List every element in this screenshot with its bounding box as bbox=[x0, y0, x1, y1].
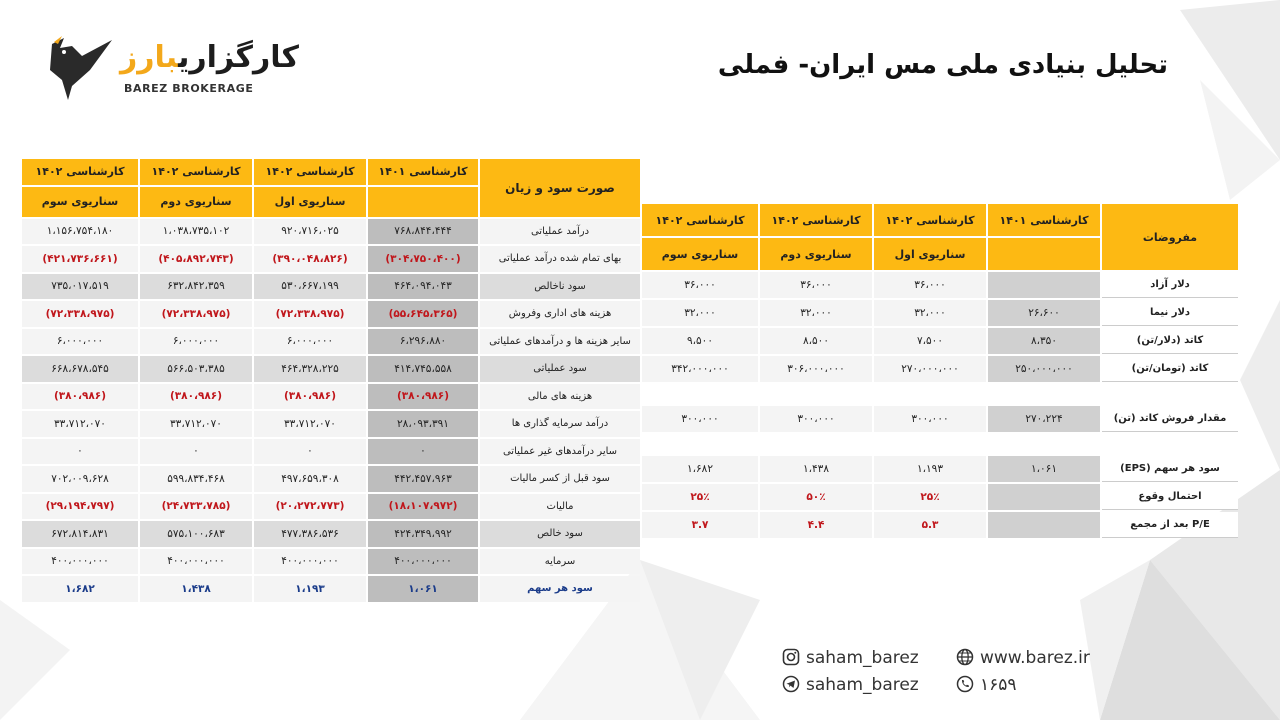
telegram-handle[interactable] bbox=[782, 675, 919, 695]
cell-value: ۱،۴۳۸ bbox=[140, 576, 252, 602]
brand-name bbox=[120, 40, 299, 75]
subheader-1401 bbox=[988, 238, 1100, 270]
row-label: درآمد عملیاتی bbox=[480, 219, 640, 245]
header-1402-s2: کارشناسی ۱۴۰۲ bbox=[140, 159, 252, 185]
cell-value: (۵۵،۶۴۵،۳۶۵) bbox=[368, 301, 478, 327]
cell-value: ۳۰۰،۰۰۰ bbox=[642, 406, 758, 432]
cell-value: ۶،۲۹۶،۸۸۰ bbox=[368, 329, 478, 355]
cell-value: (۷۲،۳۳۸،۹۷۵) bbox=[140, 301, 252, 327]
brand-name-prefix: کارگزاری bbox=[178, 40, 299, 75]
instagram-icon bbox=[782, 648, 800, 666]
eagle-logo-icon bbox=[42, 34, 122, 104]
cell-value: (۱۸،۱۰۷،۹۷۲) bbox=[368, 494, 478, 520]
table-row bbox=[642, 300, 1238, 326]
row-label: سود خالص bbox=[480, 521, 640, 547]
table-row bbox=[642, 356, 1238, 382]
header-1402-s2: کارشناسی ۱۴۰۲ bbox=[760, 204, 872, 236]
income-statement-table bbox=[20, 157, 642, 604]
instagram-text: saham_barez bbox=[806, 648, 919, 668]
brand-name-accent: بارز bbox=[120, 40, 179, 75]
phone-icon bbox=[956, 675, 974, 693]
phone-number[interactable] bbox=[956, 675, 1017, 695]
table-row bbox=[642, 456, 1238, 482]
table-row bbox=[642, 272, 1238, 298]
cell-value: ۷۶۸،۸۴۴،۴۴۴ bbox=[368, 219, 478, 245]
cell-value: ۶۳۲،۸۴۲،۳۵۹ bbox=[140, 274, 252, 300]
table-row bbox=[22, 301, 640, 327]
cell-value: (۷۲،۳۳۸،۹۷۵) bbox=[254, 301, 366, 327]
table-row bbox=[642, 328, 1238, 354]
row-label: هزینه های اداری وفروش bbox=[480, 301, 640, 327]
cell-value: ۰ bbox=[140, 439, 252, 465]
table-row bbox=[22, 356, 640, 382]
subheader-scenario-2: سناریوی دوم bbox=[760, 238, 872, 270]
cell-value: ۱،۴۳۸ bbox=[760, 456, 872, 482]
cell-value: (۳۸۰،۹۸۶) bbox=[368, 384, 478, 410]
table-row bbox=[22, 494, 640, 520]
cell-value: (۷۲،۳۳۸،۹۷۵) bbox=[22, 301, 138, 327]
cell-value: ۳.۷ bbox=[642, 512, 758, 538]
cell-value: (۳۸۰،۹۸۶) bbox=[22, 384, 138, 410]
cell-value: ۵۰٪ bbox=[760, 484, 872, 510]
cell-value: ۶۶۸،۶۷۸،۵۴۵ bbox=[22, 356, 138, 382]
cell-value: ۱،۰۶۱ bbox=[368, 576, 478, 602]
cell-value: ۳۳،۷۱۲،۰۷۰ bbox=[140, 411, 252, 437]
table-row bbox=[642, 406, 1238, 432]
cell-value: ۷۳۵،۰۱۷،۵۱۹ bbox=[22, 274, 138, 300]
cell-value: ۳۴۲،۰۰۰،۰۰۰ bbox=[642, 356, 758, 382]
cell-value: ۵۹۹،۸۳۴،۴۶۸ bbox=[140, 466, 252, 492]
row-label: بهای تمام شده درآمد عملیاتی bbox=[480, 246, 640, 272]
cell-value: ۶،۰۰۰،۰۰۰ bbox=[140, 329, 252, 355]
cell-value: ۲۵٪ bbox=[642, 484, 758, 510]
cell-value bbox=[988, 272, 1100, 298]
subheader-scenario-1: سناریوی اول bbox=[254, 187, 366, 217]
cell-value: ۲۸،۰۹۳،۳۹۱ bbox=[368, 411, 478, 437]
subheader-scenario-3: سناریوی سوم bbox=[22, 187, 138, 217]
cell-value: ۵۶۶،۵۰۳،۳۸۵ bbox=[140, 356, 252, 382]
cell-value bbox=[988, 484, 1100, 510]
row-label: سود هر سهم bbox=[480, 576, 640, 602]
website-text: www.barez.ir bbox=[980, 648, 1090, 668]
cell-value: ۷،۵۰۰ bbox=[874, 328, 986, 354]
row-label: سایر درآمدهای غیر عملیاتی bbox=[480, 439, 640, 465]
telegram-text: saham_barez bbox=[806, 675, 919, 695]
cell-value: ۵.۳ bbox=[874, 512, 986, 538]
subheader-1401 bbox=[368, 187, 478, 217]
table-row bbox=[22, 439, 640, 465]
subheader-scenario-1: سناریوی اول bbox=[874, 238, 986, 270]
cell-value: ۳۶،۰۰۰ bbox=[760, 272, 872, 298]
cell-value: ۲۵۰،۰۰۰،۰۰۰ bbox=[988, 356, 1100, 382]
header-1402-s3: کارشناسی ۱۴۰۲ bbox=[642, 204, 758, 236]
row-label: سرمایه bbox=[480, 549, 640, 575]
income-statement-corner: صورت سود و زیان bbox=[480, 159, 640, 217]
table-row bbox=[642, 484, 1238, 510]
cell-value: ۸،۵۰۰ bbox=[760, 328, 872, 354]
table-row bbox=[22, 329, 640, 355]
cell-value: ۴۶۴،۳۲۸،۲۲۵ bbox=[254, 356, 366, 382]
cell-value: ۴۰۰،۰۰۰،۰۰۰ bbox=[254, 549, 366, 575]
cell-value: ۳۲،۰۰۰ bbox=[642, 300, 758, 326]
cell-value: ۴۰۰،۰۰۰،۰۰۰ bbox=[368, 549, 478, 575]
row-label: دلار نیما bbox=[1102, 300, 1238, 326]
row-label: سود عملیاتی bbox=[480, 356, 640, 382]
row-label: احتمال وقوع bbox=[1102, 484, 1238, 510]
cell-value: ۰ bbox=[22, 439, 138, 465]
row-label: سود ناخالص bbox=[480, 274, 640, 300]
header-1401: کارشناسی ۱۴۰۱ bbox=[368, 159, 478, 185]
row-label: مقدار فروش کاتد (تن) bbox=[1102, 406, 1238, 432]
cell-value: (۳۹۰،۰۴۸،۸۲۶) bbox=[254, 246, 366, 272]
row-label: سایر هزینه ها و درآمدهای عملیاتی bbox=[480, 329, 640, 355]
cell-value: ۵۳۰،۶۶۷،۱۹۹ bbox=[254, 274, 366, 300]
subheader-scenario-2: سناریوی دوم bbox=[140, 187, 252, 217]
spacer-row bbox=[642, 434, 1238, 454]
cell-value: ۳۰۶،۰۰۰،۰۰۰ bbox=[760, 356, 872, 382]
telegram-icon bbox=[782, 675, 800, 693]
cell-value: (۳۰۴،۷۵۰،۴۰۰) bbox=[368, 246, 478, 272]
cell-value: ۳۳،۷۱۲،۰۷۰ bbox=[22, 411, 138, 437]
cell-value bbox=[988, 512, 1100, 538]
table-row bbox=[22, 521, 640, 547]
website-link[interactable] bbox=[956, 648, 1090, 668]
cell-value: (۳۸۰،۹۸۶) bbox=[140, 384, 252, 410]
cell-value: ۴۹۷،۶۵۹،۳۰۸ bbox=[254, 466, 366, 492]
row-label: درآمد سرمایه گذاری ها bbox=[480, 411, 640, 437]
cell-value: ۴۴۲،۴۵۷،۹۶۳ bbox=[368, 466, 478, 492]
cell-value: ۴.۴ bbox=[760, 512, 872, 538]
globe-icon bbox=[956, 648, 974, 666]
cell-value: ۷۰۲،۰۰۹،۶۲۸ bbox=[22, 466, 138, 492]
cell-value: ۱،۱۵۶،۷۵۴،۱۸۰ bbox=[22, 219, 138, 245]
cell-value: ۲۵٪ bbox=[874, 484, 986, 510]
row-label: دلار آزاد bbox=[1102, 272, 1238, 298]
table-row bbox=[22, 466, 640, 492]
cell-value: ۱،۶۸۲ bbox=[22, 576, 138, 602]
cell-value: ۳۲،۰۰۰ bbox=[760, 300, 872, 326]
row-label: هزینه های مالی bbox=[480, 384, 640, 410]
brand-latin-name: BAREZ BROKERAGE bbox=[124, 82, 254, 95]
table-row bbox=[22, 576, 640, 602]
cell-value: ۶۷۲،۸۱۴،۸۳۱ bbox=[22, 521, 138, 547]
table-row bbox=[22, 246, 640, 272]
cell-value: ۳۶،۰۰۰ bbox=[874, 272, 986, 298]
table-row bbox=[22, 219, 640, 245]
cell-value: ۴۷۷،۳۸۶،۵۳۶ bbox=[254, 521, 366, 547]
spacer-row bbox=[642, 384, 1238, 404]
row-label: سود هر سهم (EPS) bbox=[1102, 456, 1238, 482]
row-label: سود قبل از کسر مالیات bbox=[480, 466, 640, 492]
table-row bbox=[22, 274, 640, 300]
header-1401: کارشناسی ۱۴۰۱ bbox=[988, 204, 1100, 236]
cell-value: (۳۸۰،۹۸۶) bbox=[254, 384, 366, 410]
assumptions-table bbox=[640, 202, 1240, 540]
cell-value: ۶،۰۰۰،۰۰۰ bbox=[254, 329, 366, 355]
cell-value: ۱،۱۹۳ bbox=[874, 456, 986, 482]
instagram-handle[interactable] bbox=[782, 648, 919, 668]
cell-value: ۱،۰۳۸،۷۳۵،۱۰۲ bbox=[140, 219, 252, 245]
cell-value: ۴۰۰،۰۰۰،۰۰۰ bbox=[22, 549, 138, 575]
assumptions-corner: مفروضات bbox=[1102, 204, 1238, 270]
row-label: مالیات bbox=[480, 494, 640, 520]
cell-value: ۴۱۴،۷۴۵،۵۵۸ bbox=[368, 356, 478, 382]
phone-text: ۱۶۵۹ bbox=[980, 675, 1017, 695]
cell-value: (۴۲۱،۷۳۶،۶۶۱) bbox=[22, 246, 138, 272]
brand-logo bbox=[42, 34, 299, 104]
cell-value: ۴۶۴،۰۹۴،۰۴۳ bbox=[368, 274, 478, 300]
table-row bbox=[642, 512, 1238, 538]
table-row bbox=[22, 549, 640, 575]
cell-value: ۴۲۴،۳۴۹،۹۹۲ bbox=[368, 521, 478, 547]
cell-value: ۴۰۰،۰۰۰،۰۰۰ bbox=[140, 549, 252, 575]
cell-value: (۲۹،۱۹۴،۷۹۷) bbox=[22, 494, 138, 520]
cell-value: ۶،۰۰۰،۰۰۰ bbox=[22, 329, 138, 355]
cell-value: ۳۰۰،۰۰۰ bbox=[874, 406, 986, 432]
table-row bbox=[22, 384, 640, 410]
cell-value: ۱،۶۸۲ bbox=[642, 456, 758, 482]
cell-value: ۸،۳۵۰ bbox=[988, 328, 1100, 354]
header-1402-s1: کارشناسی ۱۴۰۲ bbox=[254, 159, 366, 185]
cell-value: (۴۰۵،۸۹۲،۷۴۳) bbox=[140, 246, 252, 272]
row-label: کاتد (تومان/تن) bbox=[1102, 356, 1238, 382]
cell-value: (۲۰،۲۷۲،۷۷۳) bbox=[254, 494, 366, 520]
table-row bbox=[22, 411, 640, 437]
cell-value: (۲۴،۷۳۳،۷۸۵) bbox=[140, 494, 252, 520]
page-title: تحلیل بنیادی ملی مس ایران- فملی bbox=[717, 50, 1168, 80]
cell-value: ۱،۰۶۱ bbox=[988, 456, 1100, 482]
cell-value: ۲۶،۶۰۰ bbox=[988, 300, 1100, 326]
cell-value: ۳۶،۰۰۰ bbox=[642, 272, 758, 298]
cell-value: ۳۳،۷۱۲،۰۷۰ bbox=[254, 411, 366, 437]
cell-value: ۵۷۵،۱۰۰،۶۸۳ bbox=[140, 521, 252, 547]
row-label: کاتد (دلار/تن) bbox=[1102, 328, 1238, 354]
cell-value: ۹،۵۰۰ bbox=[642, 328, 758, 354]
row-label: P/E بعد از مجمع bbox=[1102, 512, 1238, 538]
cell-value: ۱،۱۹۳ bbox=[254, 576, 366, 602]
header-1402-s3: کارشناسی ۱۴۰۲ bbox=[22, 159, 138, 185]
cell-value: ۹۲۰،۷۱۶،۰۲۵ bbox=[254, 219, 366, 245]
cell-value: ۳۰۰،۰۰۰ bbox=[760, 406, 872, 432]
cell-value: ۲۷۰،۲۲۴ bbox=[988, 406, 1100, 432]
cell-value: ۳۲،۰۰۰ bbox=[874, 300, 986, 326]
cell-value: ۰ bbox=[368, 439, 478, 465]
subheader-scenario-3: سناریوی سوم bbox=[642, 238, 758, 270]
cell-value: ۲۷۰،۰۰۰،۰۰۰ bbox=[874, 356, 986, 382]
header-1402-s1: کارشناسی ۱۴۰۲ bbox=[874, 204, 986, 236]
cell-value: ۰ bbox=[254, 439, 366, 465]
